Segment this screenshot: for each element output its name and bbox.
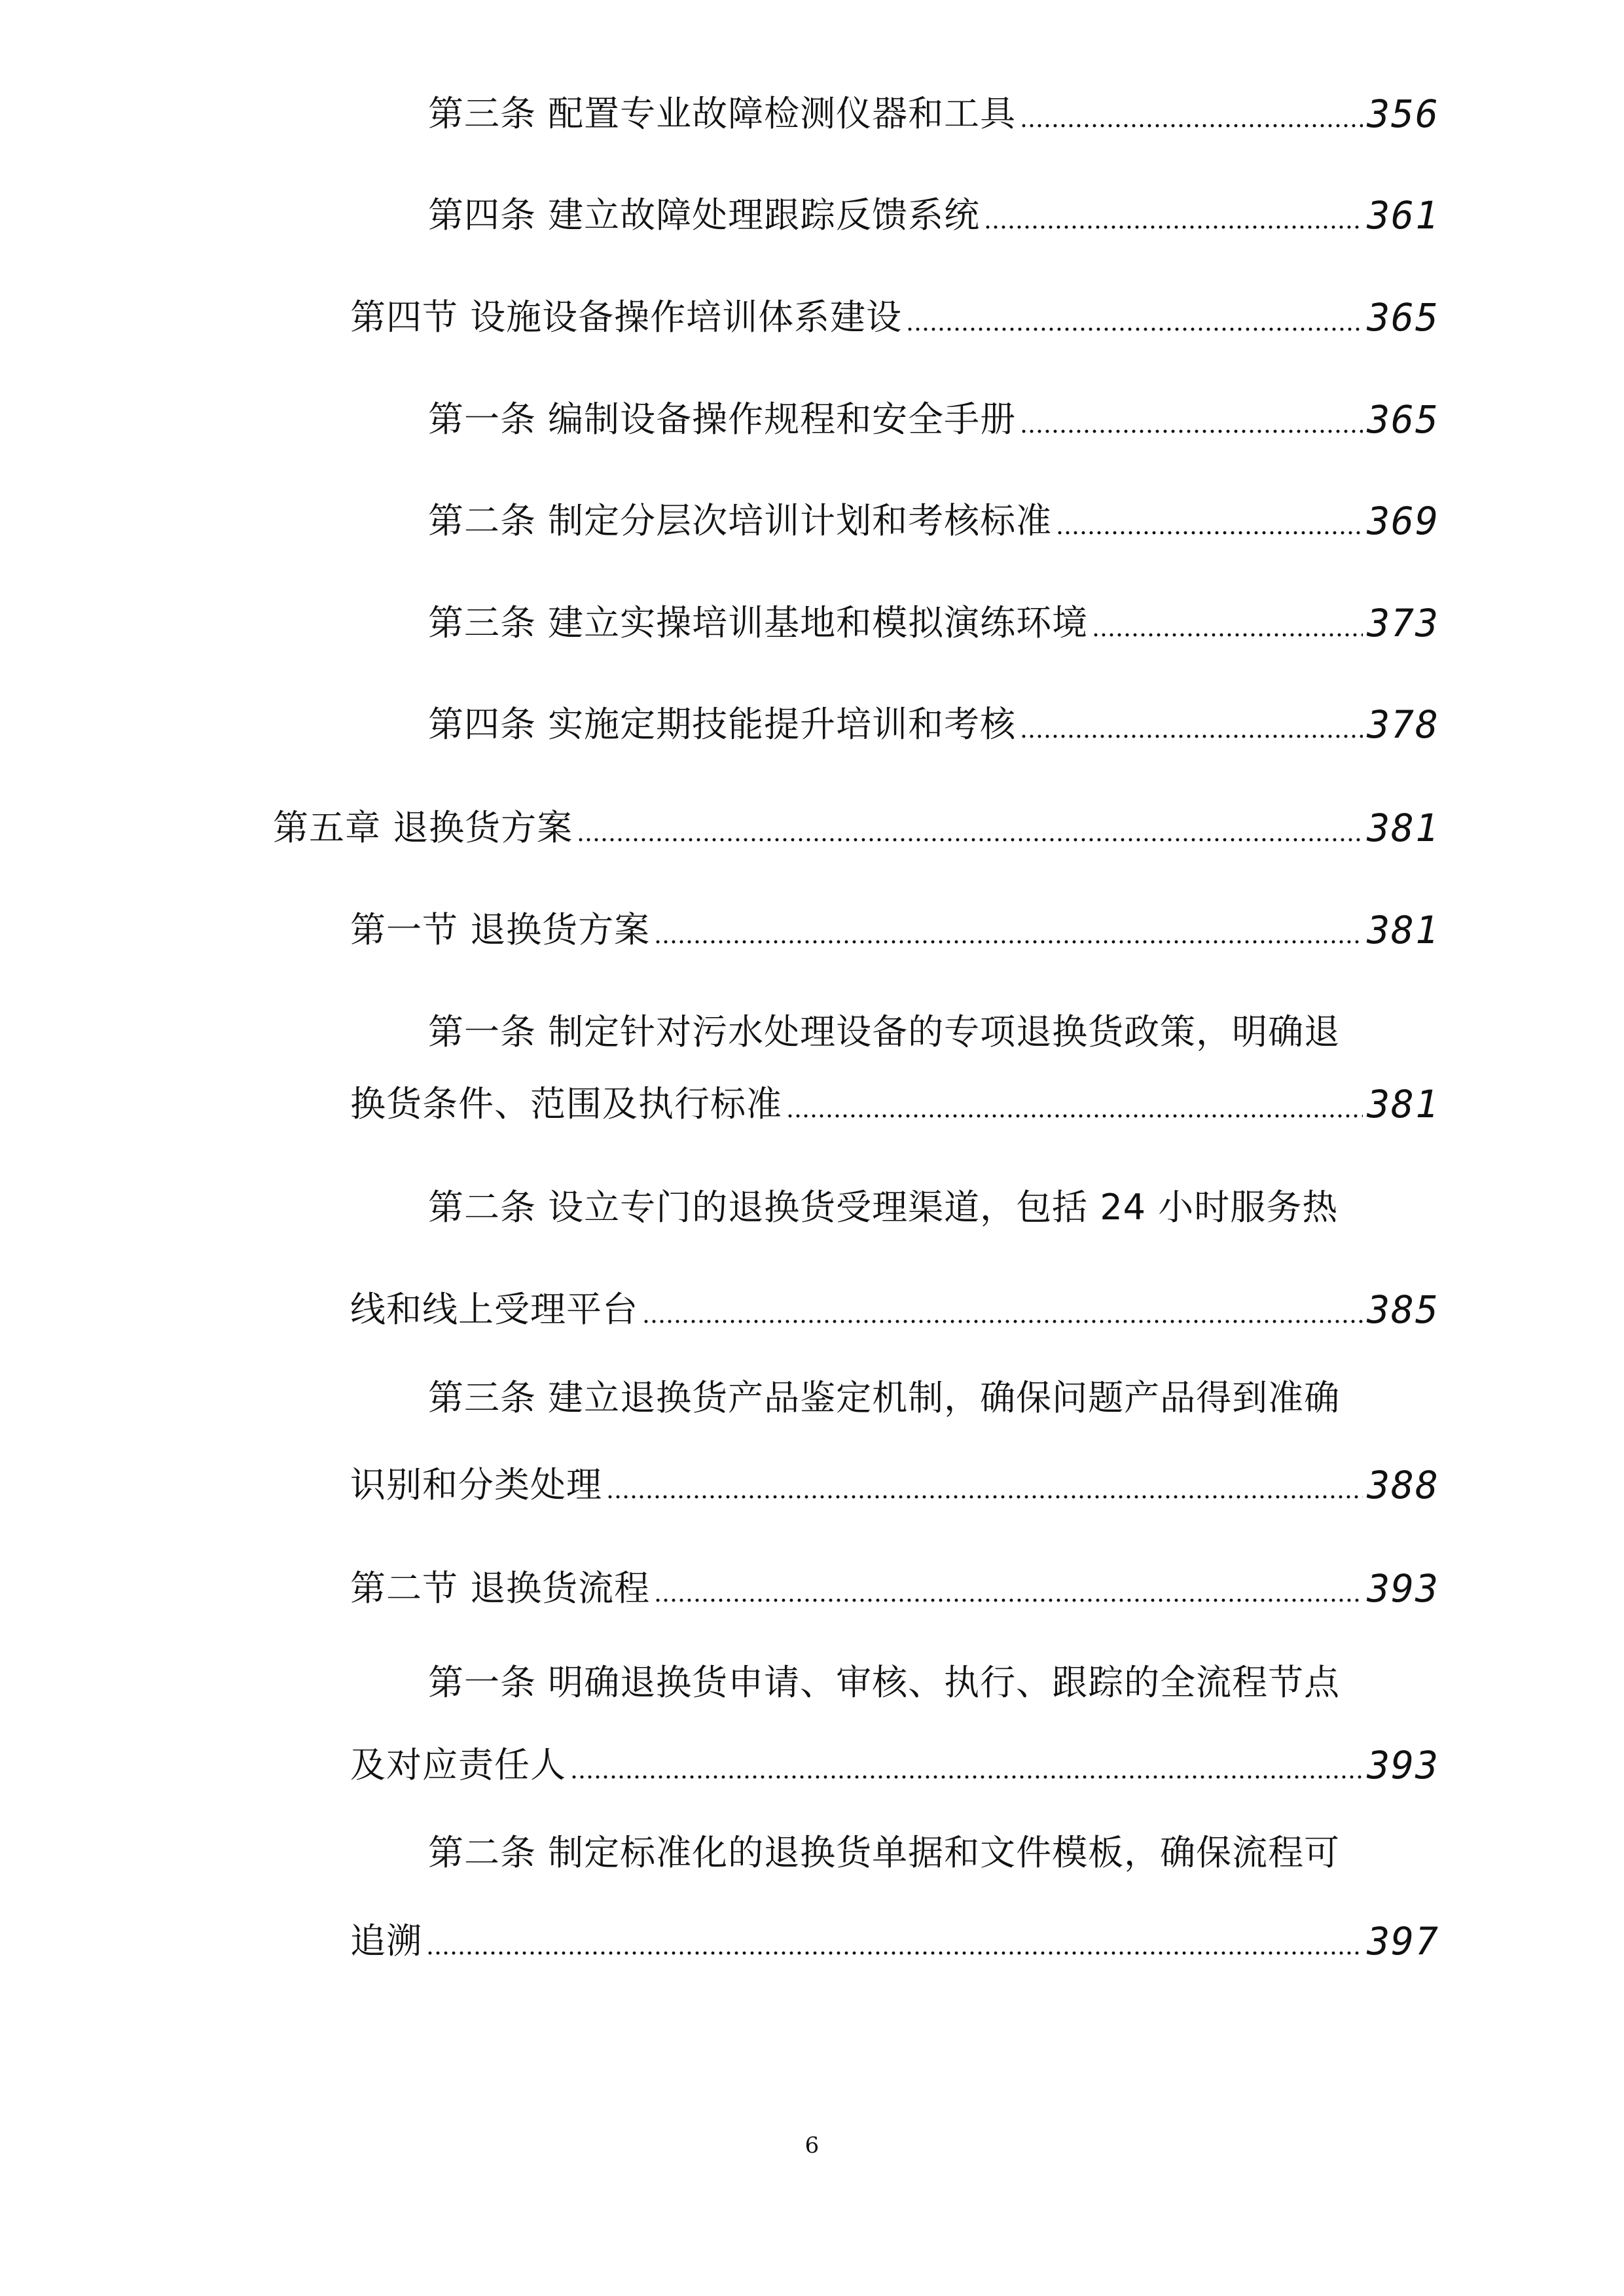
dot-leader — [1092, 597, 1363, 649]
toc-entry-title: 及对应责任人 — [350, 1744, 566, 1785]
toc-entry-title: 追溯 — [350, 1920, 422, 1962]
toc-page-number: 397 — [1367, 1919, 1439, 1964]
dot-leader — [642, 1283, 1363, 1336]
toc-entry-title: 第二条 制定分层次培训计划和考核标准 — [428, 500, 1053, 541]
toc-entry[interactable] — [428, 495, 1439, 547]
toc-entry[interactable] — [428, 698, 1439, 751]
toc-page-number: 378 — [1367, 702, 1439, 747]
toc-entry-line1[interactable]: 第一条 明确退换货申请、审核、执行、跟踪的全流程节点 — [428, 1662, 1341, 1703]
dot-leader — [786, 1078, 1363, 1130]
dot-leader — [984, 189, 1363, 242]
toc-entry-title: 第一条 编制设备操作规程和安全手册 — [428, 399, 1017, 440]
toc-entry-section[interactable] — [350, 904, 1439, 956]
toc-entry-line1[interactable]: 第三条 建立退换货产品鉴定机制，确保问题产品得到准确 — [428, 1377, 1341, 1418]
toc-entry[interactable] — [428, 597, 1439, 649]
toc-page-number: 381 — [1367, 806, 1439, 850]
toc-page-number: 381 — [1367, 1082, 1439, 1126]
toc-entry-title: 第四条 实施定期技能提升培训和考核 — [428, 704, 1017, 745]
toc-entry-title: 线和线上受理平台 — [350, 1289, 638, 1330]
toc-entry[interactable] — [350, 1459, 1439, 1511]
toc-entry-title: 识别和分类处理 — [350, 1464, 602, 1505]
dot-leader — [906, 291, 1363, 344]
dot-leader — [654, 904, 1363, 956]
dot-leader — [1056, 495, 1363, 547]
toc-entry[interactable] — [350, 1739, 1439, 1791]
toc-page-number: 385 — [1367, 1287, 1439, 1332]
toc-entry-line1[interactable]: 第一条 制定针对污水处理设备的专项退换货政策，明确退 — [428, 1011, 1341, 1052]
toc-entry[interactable] — [428, 88, 1439, 140]
toc-page-number: 361 — [1367, 193, 1439, 238]
dot-leader — [570, 1739, 1363, 1791]
toc-entry-title: 第三条 配置专业故障检测仪器和工具 — [428, 93, 1017, 134]
toc-entry[interactable] — [350, 1283, 1439, 1336]
dot-leader — [654, 1562, 1363, 1615]
dot-leader — [426, 1915, 1363, 1967]
dot-leader — [577, 802, 1363, 854]
toc-entry-title: 第四条 建立故障处理跟踪反馈系统 — [428, 194, 981, 236]
toc-entry-title: 第三条 建立实操培训基地和模拟演练环境 — [428, 602, 1089, 643]
toc-entry-line1[interactable]: 第二条 制定标准化的退换货单据和文件模板，确保流程可 — [428, 1832, 1341, 1873]
toc-entry[interactable] — [428, 393, 1439, 446]
page-number: 6 — [804, 2132, 820, 2159]
toc-page-number: 356 — [1367, 92, 1439, 136]
dot-leader — [1020, 88, 1363, 140]
toc-entry[interactable] — [350, 291, 1439, 344]
dot-leader — [1020, 393, 1363, 446]
toc-entry-section[interactable] — [350, 1562, 1439, 1615]
toc-entry-title: 第一节 退换货方案 — [350, 909, 651, 950]
toc-entry-line1[interactable]: 第二条 设立专门的退换货受理渠道，包括 24 小时服务热 — [428, 1187, 1339, 1228]
toc-page-number: 365 — [1367, 295, 1439, 340]
toc-page-number: 381 — [1367, 908, 1439, 952]
toc-page-number: 393 — [1367, 1743, 1439, 1787]
toc-page-number: 369 — [1367, 499, 1439, 543]
toc-entry-chapter[interactable] — [273, 802, 1439, 854]
toc-entry[interactable] — [350, 1915, 1439, 1967]
toc-entry-title: 第五章 退换货方案 — [273, 807, 573, 848]
toc-entry[interactable] — [428, 189, 1439, 242]
toc-entry-title: 换货条件、范围及执行标准 — [350, 1083, 782, 1124]
toc-entry-title: 第二节 退换货流程 — [350, 1568, 651, 1609]
toc-page-number: 373 — [1367, 601, 1439, 645]
toc-page-number: 365 — [1367, 397, 1439, 442]
dot-leader — [606, 1459, 1363, 1511]
toc-entry-title: 第四节 设施设备操作培训体系建设 — [350, 296, 903, 338]
toc-page-number: 393 — [1367, 1566, 1439, 1611]
toc-page-number: 388 — [1367, 1463, 1439, 1507]
toc-entry[interactable] — [350, 1078, 1439, 1130]
dot-leader — [1020, 698, 1363, 751]
